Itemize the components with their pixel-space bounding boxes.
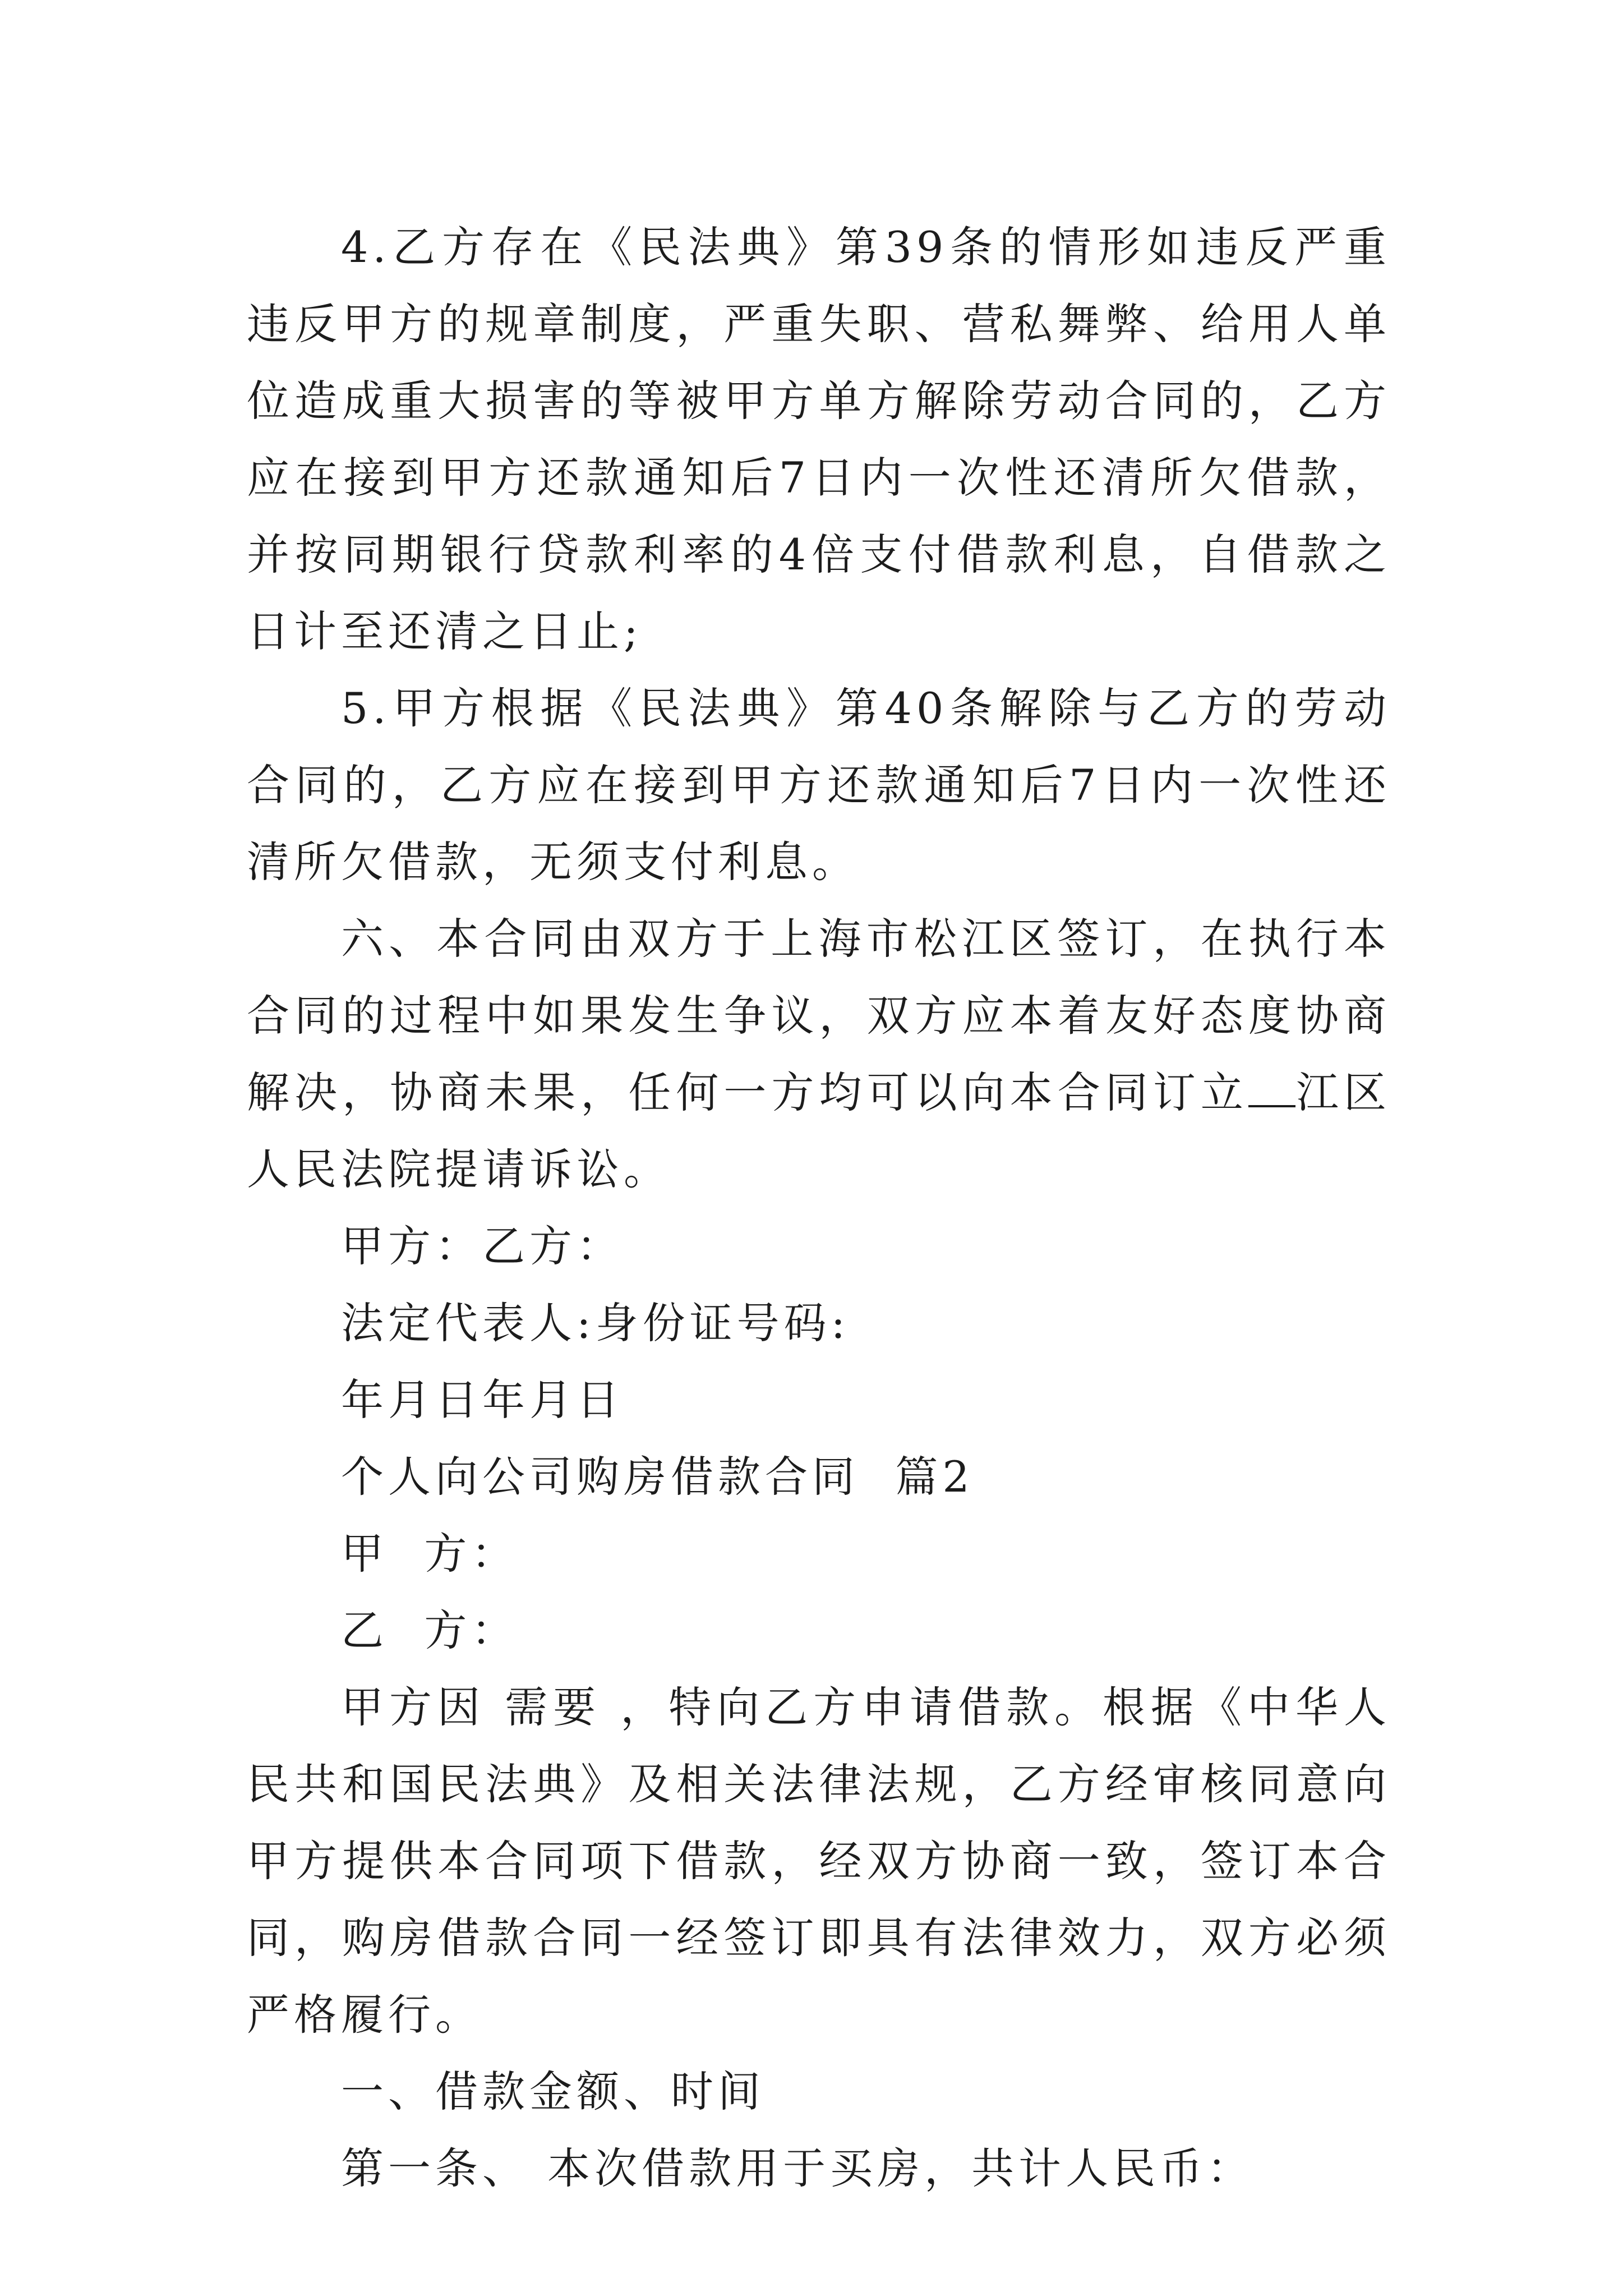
document-body bbox=[247, 209, 1391, 2207]
contract-2-heading: 个人向公司购房借款合同 篇2 bbox=[341, 1452, 974, 1502]
paragraph-clause-4: 4.乙方存在《民法典》第39条的情形如违反严重违反甲方的规章制度，严重失职、营私舞弊、给用人单位造成重大损害的等被甲方单方解除劳动合同的，乙方应在接到甲方还款通知后7日内一次性还清所欠借款，并按同期银行贷款利率的4倍支付借款利息，自借款之日计至还清之日止; bbox=[247, 222, 1391, 656]
signature-parties: 甲方：乙方： bbox=[341, 1221, 624, 1271]
contract-2-intro: 甲方因 需要 ，特向乙方申请借款。根据《中华人民共和国民法典》及相关法律法规，乙方经审核同意向甲方提供本合同项下借款，经双方协商一致，签订本合同，购房借款合同一经签订即具有法律效力，双方必须严格履行。 bbox=[247, 1682, 1391, 2040]
paragraph-clause-5: 5.甲方根据《民法典》第40条解除与乙方的劳动合同的，乙方应在接到甲方还款通知后7日内一次性还清所欠借款，无须支付利息。 bbox=[247, 683, 1391, 887]
signature-dates: 年月日年月日 bbox=[341, 1375, 624, 1425]
fill-in-blank bbox=[1248, 1070, 1295, 1107]
contract-2-clause-heading: 一、借款金额、时间 bbox=[341, 2067, 765, 2116]
contract-2-article-1: 第一条、 本次借款用于买房，共计人民币： bbox=[341, 2143, 1255, 2193]
section-6-text-before-blank: 六、本合同由双方于上海市松江区签订，在执行本合同的过程中如果发生争议，双方应本着友好态度协商解决，协商未果，任何一方均可以向本合同订立 bbox=[247, 914, 1391, 1117]
contract-2-party-a: 甲 方： bbox=[341, 1529, 519, 1579]
section-6-text-after-blank: 江区人民法院提请诉讼。 bbox=[247, 1068, 1391, 1194]
paragraph-section-6 bbox=[247, 900, 1391, 1208]
contract-2-party-b: 乙 方： bbox=[341, 1605, 519, 1655]
signature-representative-id: 法定代表人:身份证号码: bbox=[341, 1298, 850, 1348]
